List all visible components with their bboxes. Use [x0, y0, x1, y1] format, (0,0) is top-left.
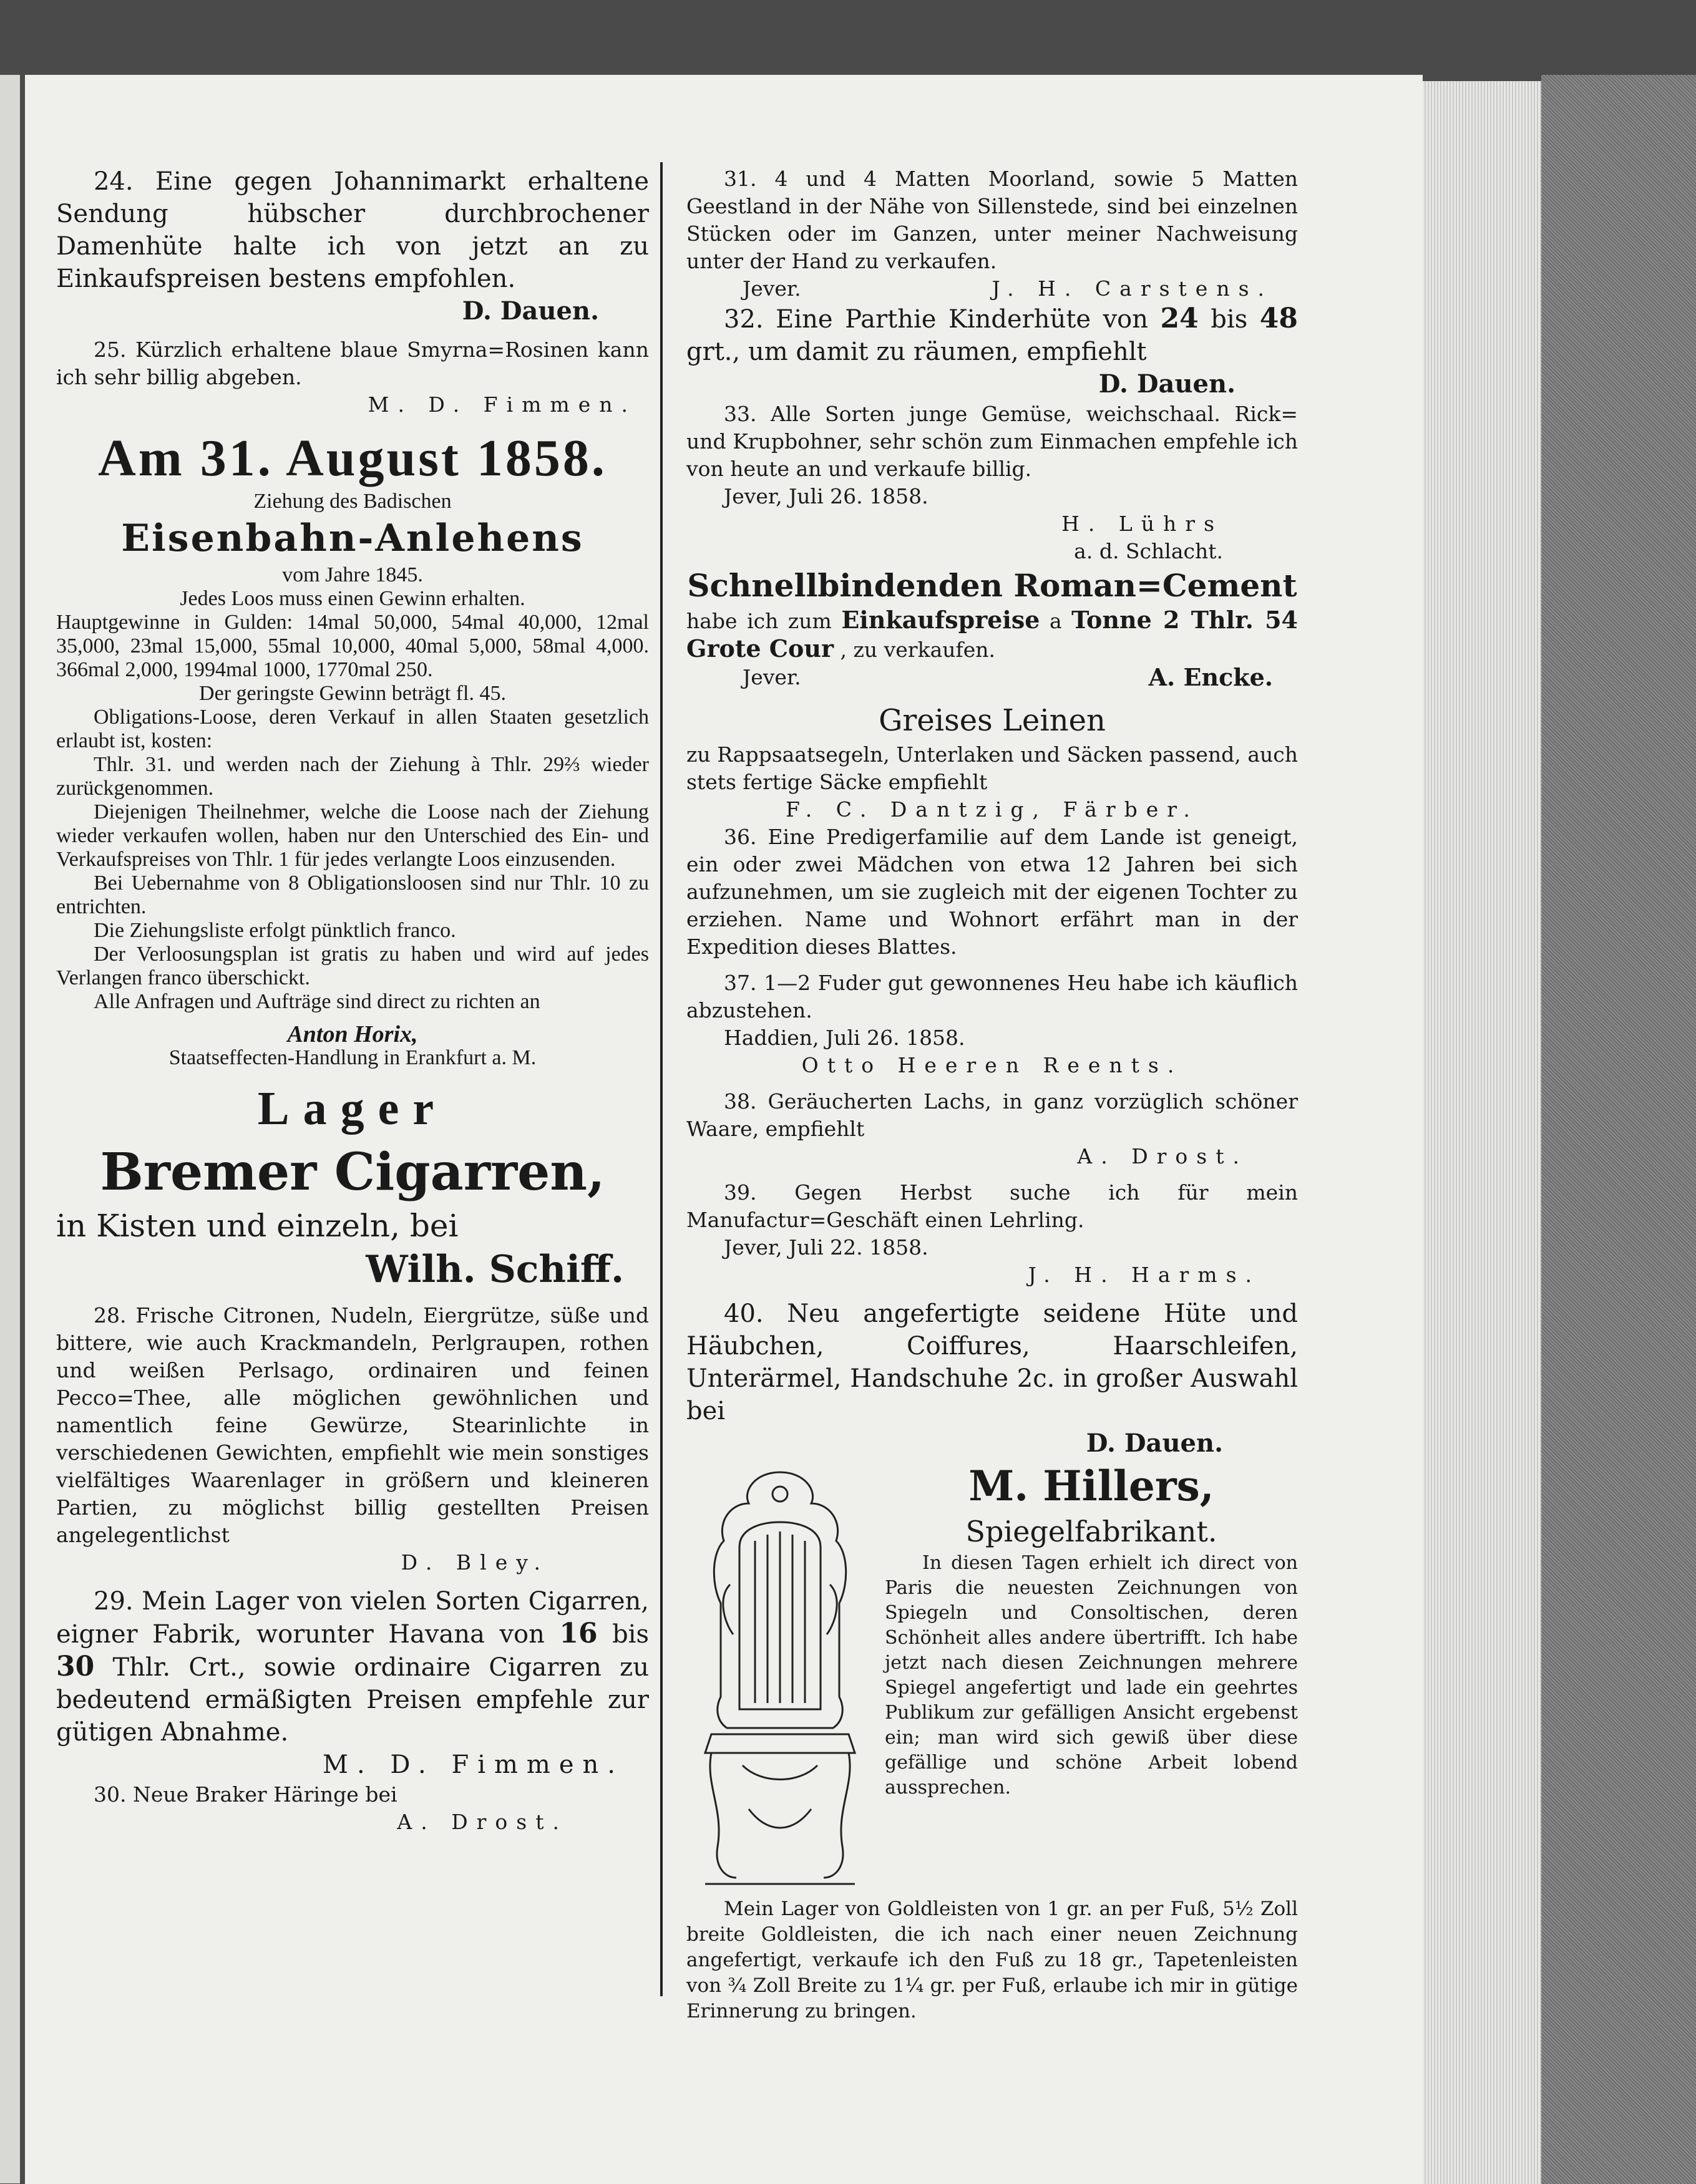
ad-24-signature: D. Dauen. [462, 296, 599, 326]
ad-28-text: 28. Frische Citronen, Nudeln, Eiergrütze, süße und bittere, wie auch Krackmandeln, Perlgraupen, rothen und weißen Perlsago, ordinairen und feinen Pecco=Thee, alle möglichen gewöhnlichen und namentlich feine Gewürze, Stearinlichte in verschiedenen Gewichten, empfiehlt wie mein sonstiges vielfältiges Waarenlager in größern und kleineren Partien, zu möglichst billig gestellten Preisen angelegentlichst [56, 1303, 649, 1547]
left-column [56, 165, 649, 1836]
ad-31-footer [686, 275, 1298, 303]
ad-29-signature: M. D. Fimmen. [322, 1750, 624, 1779]
ad-32-signature: D. Dauen. [1098, 369, 1235, 399]
linen-text: zu Rappsaatsegeln, Unterlaken und Säcken passend, auch stets fertige Säcke empfiehlt [686, 742, 1298, 794]
cement-part-c: a [1049, 609, 1062, 633]
ad-37-signature: Otto Heeren Reents. [801, 1053, 1183, 1077]
cement-part-d: Tonne 2 Thlr. 54 Grote Cour [686, 606, 1298, 662]
ad-30-text: 30. Neue Braker Häringe bei [94, 1782, 397, 1807]
lottery-advert [56, 427, 649, 1070]
ad-37-text: 37. 1—2 Fuder gut gewonnenes Heu habe ich käuflich abzustehen. [686, 971, 1298, 1022]
linen-advert [686, 700, 1298, 823]
lottery-p7: Bei Uebernahme von 8 Obligationsloosen sind nur Thlr. 10 zu entrichten. [56, 871, 649, 918]
ad-39-date: Jever, Juli 22. 1858. [724, 1235, 928, 1259]
lottery-p3: Der geringste Gewinn beträgt fl. 45. [199, 682, 506, 705]
ad-25-signature: M. D. Fimmen. [368, 392, 636, 417]
hillers-title: Spiegelfabrikant. [965, 1515, 1217, 1548]
book-cover-edge [1541, 75, 1696, 2184]
hillers-text [885, 1460, 1298, 1800]
lottery-p9: Der Verloosungsplan ist gratis zu haben und wird auf jedes Verlangen franco überschickt. [56, 943, 649, 989]
ad-33-date: Jever, Juli 26. 1858. [724, 484, 928, 508]
cigar-title: Bremer Cigarren, [100, 1142, 605, 1202]
ad-39-signature: J. H. Harms. [1028, 1263, 1260, 1287]
ad-29-price-high: 30 [56, 1651, 95, 1682]
cement-part-e: , zu verkaufen. [840, 638, 995, 662]
ad-31-place: Jever. [743, 276, 801, 301]
cigar-signature: Wilh. Schiff. [366, 1248, 624, 1291]
ad-37-date: Haddien, Juli 26. 1858. [724, 1026, 965, 1050]
ad-29-part-a: 29. Mein Lager von vielen Sorten Cigarren, eigner Fabrik, worunter Havana von [56, 1587, 649, 1649]
cement-place: Jever. [743, 665, 801, 689]
ad-24-text: 24. Eine gegen Johannimarkt erhaltene Sendung hübscher durchbrochener Damenhüte halte ich von jetzt an zu Einkaufspreisen bestens empfohlen. [56, 167, 649, 293]
hillers-paragraph-2: Mein Lager von Goldleisten von 1 gr. an per Fuß, 5½ Zoll breite Goldleisten, die ich nach einer neuen Zeichnung angefertigt, verkaufe ich den Fuß zu 18 gr., Tapetenleisten von ¾ Zoll Breite zu 1¼ gr. per Fuß, erlaube ich mir in gütige Erinnerung zu bringen. [686, 1898, 1298, 2022]
ad-28-signature: D. Bley. [401, 1550, 549, 1575]
lottery-signature-firm: Staatseffecten-Handlung in Erankfurt a. M. [168, 1046, 537, 1069]
ad-36-text: 36. Eine Predigerfamilie auf dem Lande ist geneigt, ein oder zwei Mädchen von etwa 12 Jahren bei sich aufzunehmen, um sie zugleich mit der eigenen Tochter zu erziehen. Name und Wohnort erfährt man in der Expedition dieses Blattes. [686, 825, 1298, 959]
lottery-p10: Alle Anfragen und Aufträge sind direct zu richten an [94, 990, 540, 1013]
ad-32-price-low: 24 [1160, 303, 1199, 334]
lottery-title: Eisenbahn-Anlehens [121, 517, 584, 560]
ad-39-text: 39. Gegen Herbst suche ich für mein Manufactur=Geschäft einen Lehrling. [686, 1180, 1298, 1232]
cement-part-a: habe ich zum [686, 609, 832, 633]
lottery-p5: Thlr. 31. und werden nach der Ziehung à Thlr. 29⅔ wieder zurückgenommen. [56, 753, 649, 800]
lottery-headline: Am 31. August 1858. [98, 429, 607, 487]
ad-29-price-low: 16 [559, 1618, 598, 1649]
cement-title: Schnellbindenden Roman=Cement [687, 567, 1297, 604]
ad-25-text: 25. Kürzlich erhaltene blaue Smyrna=Rosinen kann ich sehr billig abgeben. [56, 337, 649, 389]
ad-40-text: 40. Neu angefertigte seidene Hüte und Häubchen, Coiffures, Haarschleifen, Unterärmel, Handschuhe 2c. in großer Auswahl bei [686, 1299, 1298, 1425]
ad-31-text: 31. 4 und 4 Matten Moorland, sowie 5 Matten Geestland in der Nähe von Sillenstede, sind bei einzelnen Stücken oder im Ganzen, unter meiner Nachweisung unter der Hand zu verkaufen. [686, 167, 1298, 273]
lottery-p4: Obligations-Loose, deren Verkauf in allen Staaten gesetzlich erlaubt ist, kosten: [56, 706, 649, 752]
hillers-advert [686, 1460, 1298, 1896]
hillers-name: M. Hillers, [968, 1462, 1214, 1510]
hillers-paragraph-1: In diesen Tagen erhielt ich direct von Paris die neuesten Zeichnungen von Spiegeln und Consoltischen, deren Schönheit alles andere übertrifft. Ich habe jetzt nach diesen Zeichnungen mehrere Spiegel angefertigt und lade ein geehrtes Publikum zur gefälligen Ansicht ergebenst ein; man wird sich gewiß über diese gefällige und schöne Arbeit lobend aussprechen. [885, 1552, 1298, 1798]
ad-29-text [56, 1585, 649, 1749]
cement-advert [686, 565, 1298, 691]
ad-38-text: 38. Geräucherten Lachs, in ganz vorzüglich schöner Waare, empfiehlt [686, 1089, 1298, 1141]
lottery-p1: Jedes Loos muss einen Gewinn erhalten. [180, 587, 525, 610]
ad-31-signature: J. H. Carstens. [992, 276, 1273, 301]
lottery-subtitle-1: Ziehung des Badischen [253, 490, 452, 513]
linen-title: Greises Leinen [879, 703, 1106, 738]
column-divider [660, 162, 663, 1996]
lottery-prizes: Hauptgewinne in Gulden: 14mal 50,000, 54mal 40,000, 12mal 35,000, 23mal 15,000, 55mal 10,000, 40mal 5,000, 58mal 4,000. 366mal 2,000, 1994mal 1000, 1770mal 250. [56, 611, 649, 681]
ad-29-part-b: bis [612, 1620, 650, 1649]
cement-footer [686, 664, 1298, 691]
cement-signature: A. Encke. [1148, 663, 1273, 691]
right-column [686, 165, 1298, 2024]
ad-40-signature: D. Dauen. [1086, 1429, 1223, 1458]
lottery-p6: Diejenigen Theilnehmer, welche die Loose nach der Ziehung wieder verkaufen wollen, haben nur den Unterschied des Ein- und Verkaufspreises von Thlr. 1 für jedes verlangte Loos einzusenden. [56, 800, 649, 871]
ad-32-price-high: 48 [1259, 303, 1298, 334]
cigar-lager-heading: Lager [257, 1082, 448, 1135]
mirror-console-illustration [686, 1460, 874, 1896]
ad-33-signature: H. Lührs [1061, 512, 1223, 536]
linen-signature: F. C. Dantzig, Färber. [786, 797, 1199, 822]
ad-33-text: 33. Alle Sorten junge Gemüse, weichschaal. Rick= und Krupbohner, sehr schön zum Einmachen empfehle ich von heute an und verkaufe billig. [686, 402, 1298, 481]
cement-part-b: Einkaufspreise [841, 606, 1040, 634]
cigar-advert [56, 1079, 649, 1293]
ad-38-signature: A. Drost. [1077, 1144, 1248, 1168]
ad-32-part-c: grt., um damit zu räumen, empfiehlt [686, 337, 1147, 366]
cigar-line: in Kisten und einzeln, bei [56, 1208, 459, 1244]
lottery-subtitle-2: vom Jahre 1845. [282, 563, 423, 586]
lottery-signature: Anton Horix, [287, 1021, 418, 1047]
lottery-p8: Die Ziehungsliste erfolgt pünktlich franco. [94, 919, 456, 942]
ad-29-part-c: Thlr. Crt., sowie ordinaire Cigarren zu bedeutend ermäßigten Preisen empfehle zur gütigen Abnahme. [56, 1653, 649, 1747]
ad-32-text [686, 303, 1298, 368]
ad-32-part-a: 32. Eine Parthie Kinderhüte von [724, 305, 1149, 334]
page-block-edge [1423, 81, 1541, 2184]
ad-30-signature: A. Drost. [397, 1810, 568, 1834]
previous-page-edge [0, 75, 20, 2183]
ad-33-signature-place: a. d. Schlacht. [1074, 539, 1223, 563]
ad-32-part-b: bis [1211, 305, 1248, 334]
cement-text [686, 606, 1298, 664]
